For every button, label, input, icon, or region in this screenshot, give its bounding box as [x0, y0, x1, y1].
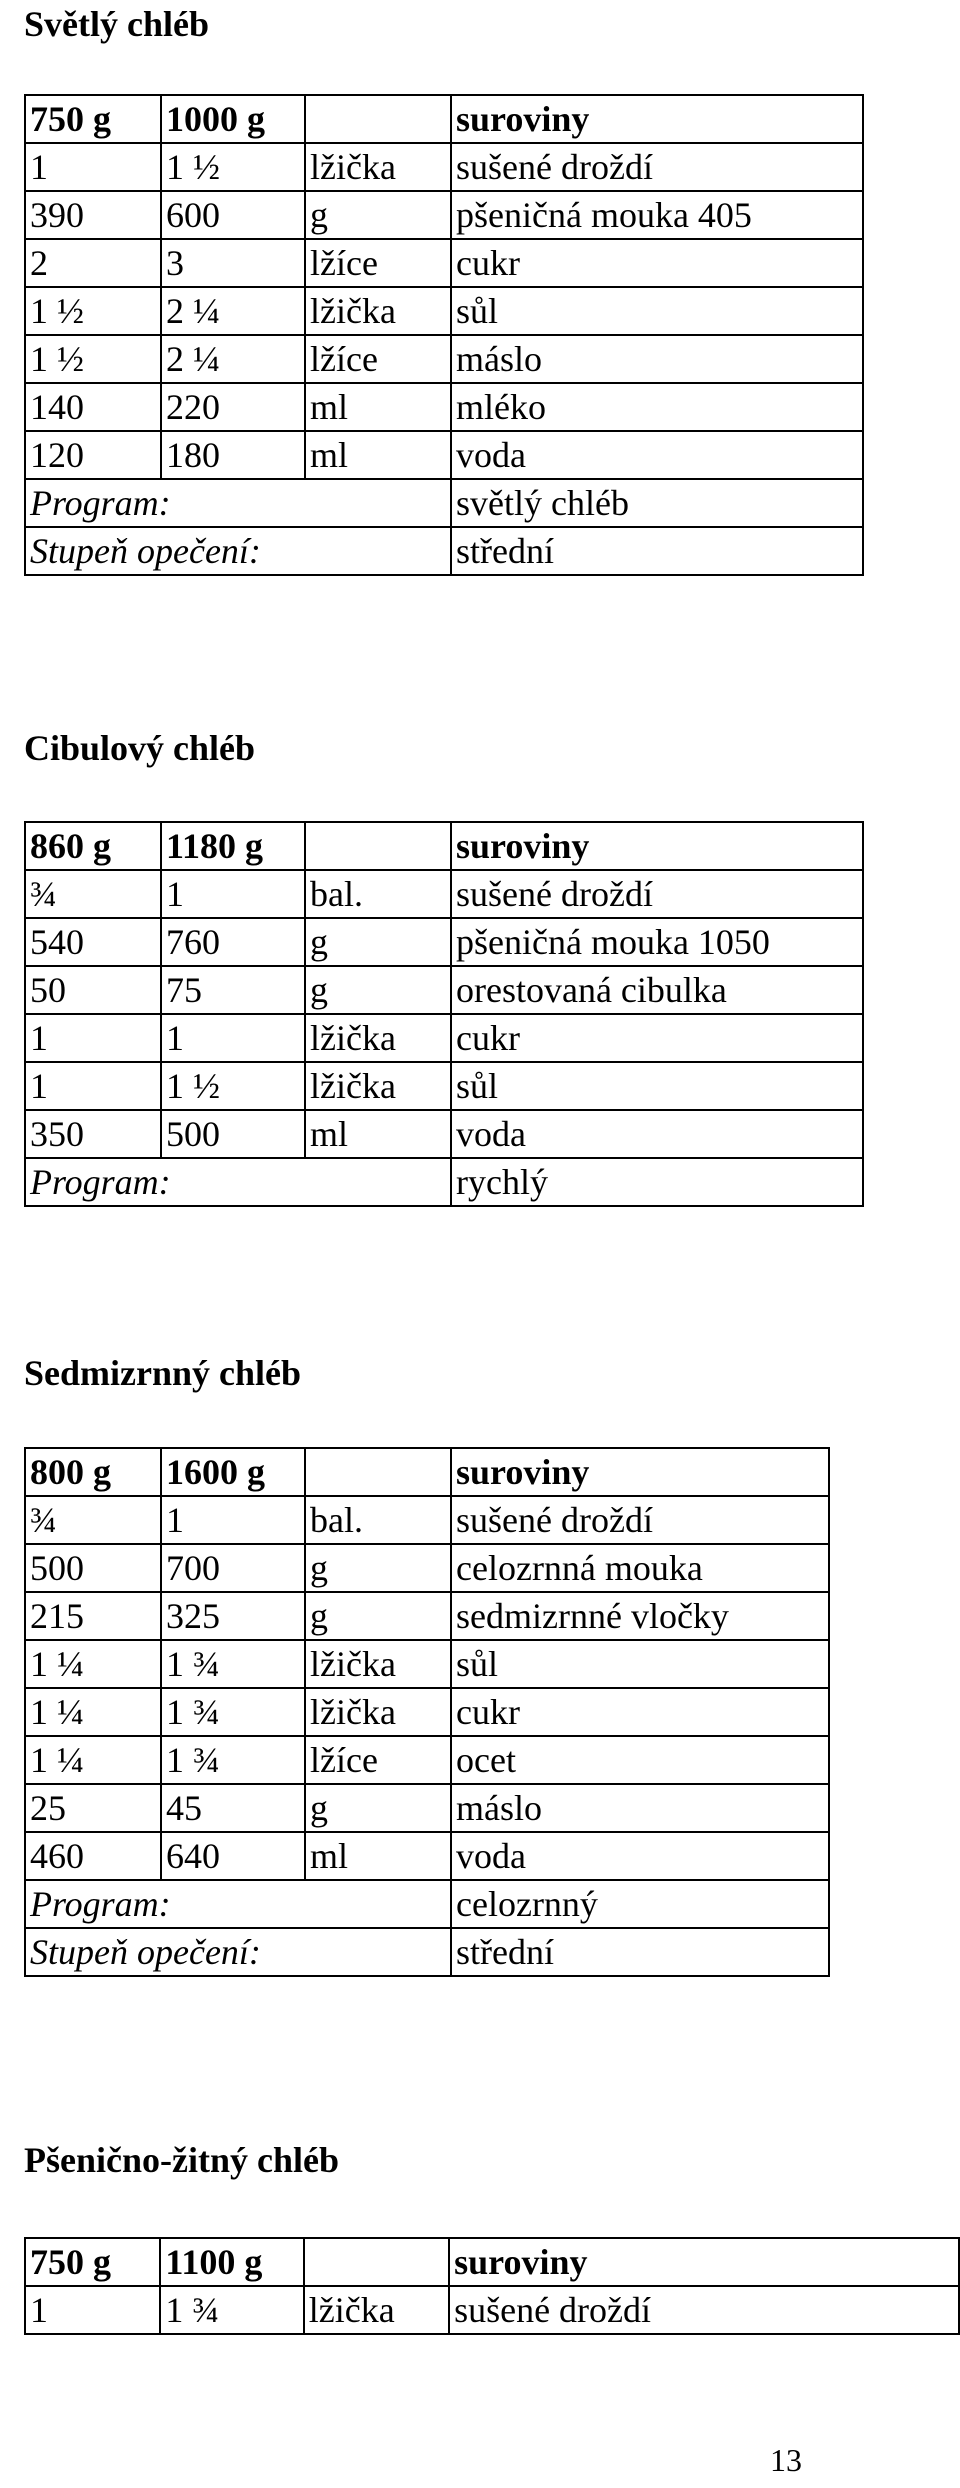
table-row	[25, 191, 863, 239]
header-amount-small: 800 g	[25, 1448, 161, 1496]
ingredient: mléko	[451, 383, 863, 431]
unit: lžička	[304, 2286, 449, 2334]
table-row	[25, 1544, 829, 1592]
unit: lžíce	[305, 239, 451, 287]
amount-small: ¾	[25, 1496, 161, 1544]
header-unit	[305, 822, 451, 870]
unit: lžička	[305, 1688, 451, 1736]
unit: lžička	[305, 1062, 451, 1110]
header-ingredient: suroviny	[451, 95, 863, 143]
recipe-title-svetly-chleb: Světlý chléb	[24, 4, 209, 44]
amount-large: 1 ½	[161, 1062, 305, 1110]
meta-row	[25, 1880, 829, 1928]
amount-small: ¾	[25, 870, 161, 918]
table-row	[25, 870, 863, 918]
recipe-title-sedmizrnny-chleb: Sedmizrnný chléb	[24, 1353, 302, 1393]
table-row	[25, 1062, 863, 1110]
amount-large: 1 ¾	[161, 1640, 305, 1688]
amount-small: 1 ½	[25, 335, 161, 383]
unit: lžíce	[305, 1736, 451, 1784]
ingredient: cukr	[451, 239, 863, 287]
table-row	[25, 287, 863, 335]
amount-large: 220	[161, 383, 305, 431]
table-row	[25, 966, 863, 1014]
meta-label: Program:	[25, 1158, 451, 1206]
amount-small: 540	[25, 918, 161, 966]
amount-large: 500	[161, 1110, 305, 1158]
header-amount-small: 750 g	[25, 2238, 160, 2286]
table-row	[25, 335, 863, 383]
unit: lžička	[305, 1014, 451, 1062]
unit: g	[305, 1784, 451, 1832]
unit: lžíce	[305, 335, 451, 383]
table-row	[25, 431, 863, 479]
amount-small: 1	[25, 2286, 160, 2334]
table-row	[25, 143, 863, 191]
ingredient: máslo	[451, 1784, 829, 1832]
unit: bal.	[305, 1496, 451, 1544]
meta-row	[25, 1928, 829, 1976]
header-unit	[304, 2238, 449, 2286]
ingredient: ocet	[451, 1736, 829, 1784]
ingredient: cukr	[451, 1014, 863, 1062]
table-row	[25, 1496, 829, 1544]
amount-large: 2 ¼	[161, 335, 305, 383]
ingredient: sušené droždí	[451, 143, 863, 191]
header-unit	[305, 1448, 451, 1496]
amount-large: 1	[161, 1496, 305, 1544]
table-row	[25, 1784, 829, 1832]
table-row	[25, 1014, 863, 1062]
amount-large: 2 ¼	[161, 287, 305, 335]
header-ingredient: suroviny	[449, 2238, 959, 2286]
amount-large: 700	[161, 1544, 305, 1592]
ingredient: sušené droždí	[451, 870, 863, 918]
ingredient: sůl	[451, 287, 863, 335]
header-unit	[305, 95, 451, 143]
ingredient: pšeničná mouka 405	[451, 191, 863, 239]
recipe-title-psenicno-zitny-chleb: Pšeničnо-žitný chléb	[24, 2140, 339, 2180]
amount-large: 600	[161, 191, 305, 239]
recipe-title-cibulovy-chleb: Cibulový chléb	[24, 728, 256, 768]
amount-large: 75	[161, 966, 305, 1014]
unit: ml	[305, 383, 451, 431]
amount-small: 1 ½	[25, 287, 161, 335]
amount-large: 1 ¾	[161, 1736, 305, 1784]
meta-label: Program:	[25, 479, 451, 527]
amount-small: 350	[25, 1110, 161, 1158]
unit: bal.	[305, 870, 451, 918]
ingredient: voda	[451, 1832, 829, 1880]
header-ingredient: suroviny	[451, 822, 863, 870]
ingredient: sušené droždí	[451, 1496, 829, 1544]
ingredient: sůl	[451, 1640, 829, 1688]
amount-small: 120	[25, 431, 161, 479]
amount-small: 50	[25, 966, 161, 1014]
amount-large: 640	[161, 1832, 305, 1880]
ingredient: voda	[451, 1110, 863, 1158]
ingredient: celozrnná mouka	[451, 1544, 829, 1592]
amount-large: 3	[161, 239, 305, 287]
meta-label: Stupeň opečení:	[25, 1928, 451, 1976]
amount-small: 1	[25, 143, 161, 191]
table-header-row	[25, 2238, 959, 2286]
unit: lžička	[305, 287, 451, 335]
ingredient: máslo	[451, 335, 863, 383]
table-row	[25, 1592, 829, 1640]
unit: ml	[305, 431, 451, 479]
amount-large: 1	[161, 870, 305, 918]
ingredient: cukr	[451, 1688, 829, 1736]
ingredient: voda	[451, 431, 863, 479]
meta-row	[25, 527, 863, 575]
ingredient: sušené droždí	[449, 2286, 959, 2334]
table-header-row	[25, 1448, 829, 1496]
unit: ml	[305, 1832, 451, 1880]
unit: lžička	[305, 143, 451, 191]
amount-small: 1 ¼	[25, 1736, 161, 1784]
ingredient: orestovaná cibulka	[451, 966, 863, 1014]
table-header-row	[25, 822, 863, 870]
unit: g	[305, 1544, 451, 1592]
table-row	[25, 918, 863, 966]
amount-small: 25	[25, 1784, 161, 1832]
table-row	[25, 1832, 829, 1880]
amount-small: 2	[25, 239, 161, 287]
header-amount-large: 1000 g	[161, 95, 305, 143]
amount-large: 760	[161, 918, 305, 966]
amount-small: 1	[25, 1014, 161, 1062]
amount-small: 460	[25, 1832, 161, 1880]
table-row	[25, 1640, 829, 1688]
ingredient: sůl	[451, 1062, 863, 1110]
meta-row	[25, 479, 863, 527]
meta-value: střední	[451, 527, 863, 575]
amount-small: 1 ¼	[25, 1688, 161, 1736]
header-amount-large: 1600 g	[161, 1448, 305, 1496]
recipe-table-psenicno-zitny-chleb	[24, 2237, 960, 2335]
amount-small: 140	[25, 383, 161, 431]
meta-value: střední	[451, 1928, 829, 1976]
header-amount-small: 860 g	[25, 822, 161, 870]
amount-small: 390	[25, 191, 161, 239]
amount-large: 1 ¾	[161, 1688, 305, 1736]
ingredient: pšeničná mouka 1050	[451, 918, 863, 966]
amount-large: 1 ½	[161, 143, 305, 191]
meta-row	[25, 1158, 863, 1206]
recipe-table-svetly-chleb	[24, 94, 864, 576]
table-row	[25, 2286, 959, 2334]
header-amount-large: 1100 g	[160, 2238, 303, 2286]
header-amount-small: 750 g	[25, 95, 161, 143]
meta-value: rychlý	[451, 1158, 863, 1206]
unit: g	[305, 918, 451, 966]
unit: g	[305, 1592, 451, 1640]
table-row	[25, 239, 863, 287]
unit: ml	[305, 1110, 451, 1158]
page-number: 13	[770, 2442, 802, 2478]
table-row	[25, 383, 863, 431]
amount-small: 1	[25, 1062, 161, 1110]
amount-large: 1	[161, 1014, 305, 1062]
header-ingredient: suroviny	[451, 1448, 829, 1496]
recipe-table-cibulovy-chleb	[24, 821, 864, 1207]
unit: g	[305, 966, 451, 1014]
amount-small: 1 ¼	[25, 1640, 161, 1688]
amount-large: 45	[161, 1784, 305, 1832]
meta-label: Stupeň opečení:	[25, 527, 451, 575]
recipe-table-sedmizrnny-chleb	[24, 1447, 830, 1977]
amount-small: 500	[25, 1544, 161, 1592]
amount-large: 1 ¾	[160, 2286, 303, 2334]
amount-small: 215	[25, 1592, 161, 1640]
amount-large: 180	[161, 431, 305, 479]
ingredient: sedmizrnné vločky	[451, 1592, 829, 1640]
amount-large: 325	[161, 1592, 305, 1640]
header-amount-large: 1180 g	[161, 822, 305, 870]
meta-label: Program:	[25, 1880, 451, 1928]
unit: lžička	[305, 1640, 451, 1688]
meta-value: celozrnný	[451, 1880, 829, 1928]
table-row	[25, 1110, 863, 1158]
meta-value: světlý chléb	[451, 479, 863, 527]
unit: g	[305, 191, 451, 239]
table-row	[25, 1688, 829, 1736]
table-row	[25, 1736, 829, 1784]
table-header-row	[25, 95, 863, 143]
